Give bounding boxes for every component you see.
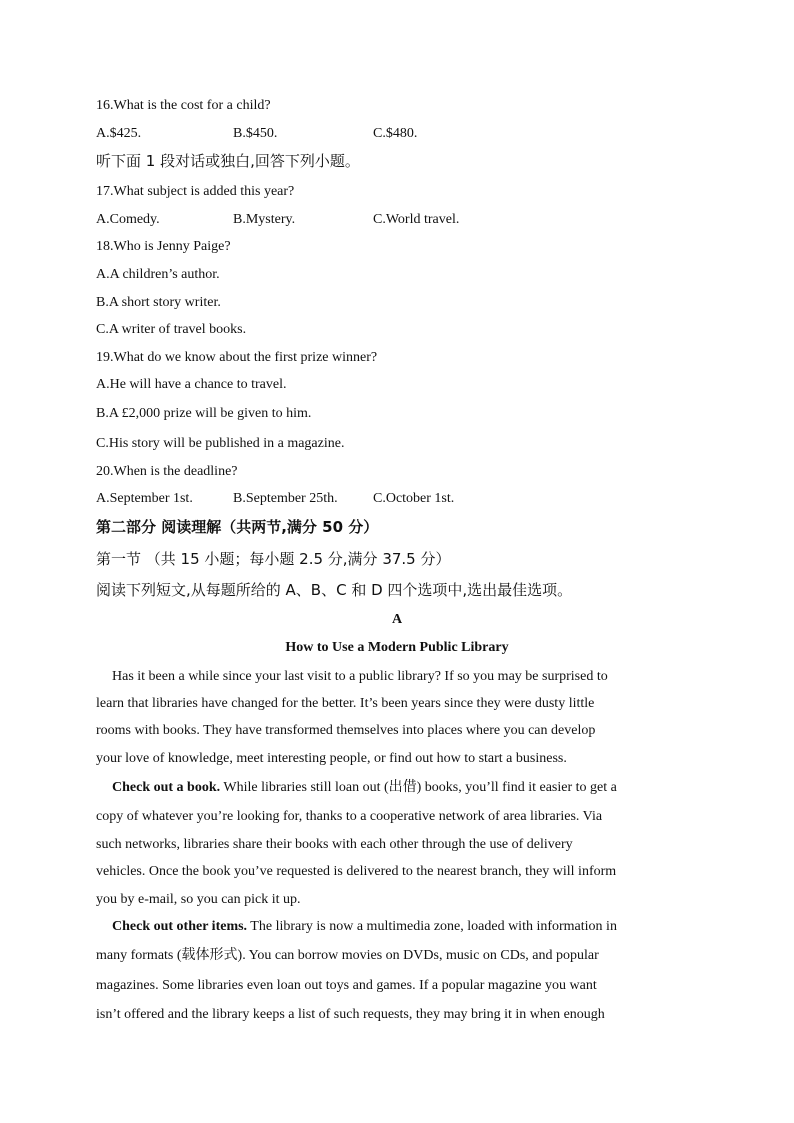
- paragraph-2-line-1: [112, 779, 617, 797]
- option-c: C.October 1st.: [373, 491, 455, 506]
- paragraph-3-line-2: many formats (载体形式). You can borrow movies on DVDs, music on CDs, and popular: [96, 948, 599, 963]
- paragraph-2-heading: Check out a book.: [112, 780, 221, 795]
- paragraph-3-heading: Check out other items.: [112, 919, 248, 934]
- option-a: A.Comedy.: [96, 212, 160, 227]
- passage-letter: A: [391, 612, 403, 627]
- paragraph-2-line-2: copy of whatever you’re looking for, thanks to a cooperative network of area libraries. Via: [96, 809, 603, 824]
- paragraph-3-line-1: [112, 918, 617, 936]
- option-c: C.A writer of travel books.: [96, 322, 247, 337]
- paragraph-3-text: The library is now a multimedia zone, loaded with information in: [247, 919, 617, 934]
- paragraph-1-line-3: rooms with books. They have transformed themselves into places where you can develop: [96, 723, 596, 738]
- option-b: B.A short story writer.: [96, 295, 221, 310]
- paragraph-1-line-1: Has it been a while since your last visit to a public library? If so you may be surprised to: [112, 669, 608, 684]
- paragraph-2-line-4: vehicles. Once the book you’ve requested is delivered to the nearest branch, they will inform: [96, 864, 617, 879]
- question-18-stem: 18.Who is Jenny Paige?: [96, 239, 231, 254]
- question-20-stem: 20.When is the deadline?: [96, 464, 238, 479]
- reading-instruction: 阅读下列短文,从每题所给的 A、B、C 和 D 四个选项中,选出最佳选项。: [96, 581, 573, 599]
- option-c: C.$480.: [373, 126, 418, 141]
- part-two-heading: 第二部分 阅读理解（共两节,满分 50 分）: [96, 518, 379, 536]
- option-a: A.September 1st.: [96, 491, 193, 506]
- question-19-stem: 19.What do we know about the first prize winner?: [96, 350, 378, 365]
- option-a: A.He will have a chance to travel.: [96, 377, 287, 392]
- option-b: B.September 25th.: [233, 491, 338, 506]
- option-a: A.A children’s author.: [96, 267, 220, 282]
- question-16-stem: 16.What is the cost for a child?: [96, 98, 271, 113]
- paragraph-2-line-5: you by e-mail, so you can pick it up.: [96, 892, 301, 907]
- paragraph-3-line-4: isn’t offered and the library keeps a list of such requests, they may bring it in when enough: [96, 1007, 605, 1022]
- paragraph-3-line-3: magazines. Some libraries even loan out toys and games. If a popular magazine you want: [96, 978, 597, 993]
- section-one-heading: 第一节 （共 15 小题；每小题 2.5 分,满分 37.5 分）: [96, 550, 451, 568]
- question-17-stem: 17.What subject is added this year?: [96, 184, 295, 199]
- paragraph-2-line-3: such networks, libraries share their books with each other through the use of delivery: [96, 837, 573, 852]
- option-b: B.A £2,000 prize will be given to him.: [96, 406, 312, 421]
- passage-title: How to Use a Modern Public Library: [285, 640, 509, 655]
- option-a: A.$425.: [96, 126, 142, 141]
- paragraph-1-line-2: learn that libraries have changed for the better. It’s been years since they were dusty little: [96, 696, 595, 711]
- paragraph-2-text: While libraries still loan out (出借) books, you’ll find it easier to get a: [220, 780, 617, 795]
- paragraph-1-line-4: your love of knowledge, meet interesting people, or find out how to start a business.: [96, 751, 567, 766]
- option-c: C.World travel.: [373, 212, 460, 227]
- option-c: C.His story will be published in a magazine.: [96, 436, 345, 451]
- option-b: B.$450.: [233, 126, 278, 141]
- listening-instruction: 听下面 1 段对话或独白,回答下列小题。: [96, 152, 360, 170]
- option-b: B.Mystery.: [233, 212, 296, 227]
